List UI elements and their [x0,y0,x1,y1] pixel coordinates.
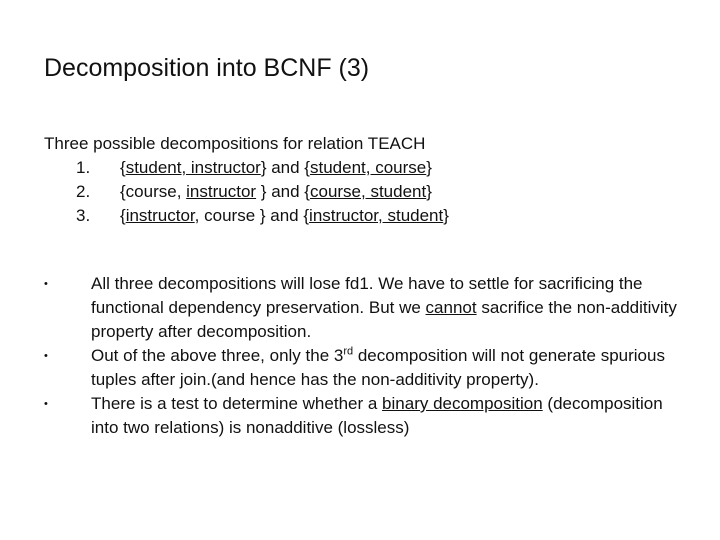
bullet-item-3 [0,392,720,440]
item-number: 3. [76,206,91,225]
bullet-list [0,272,720,440]
intro-text: Three possible decompositions for relation TEACH [44,134,426,153]
item-text: {instructor, course } and {instructor, student} [120,206,449,225]
decomposition-item-2 [0,180,720,204]
bullet-icon: • [44,398,48,410]
item-text: {course, instructor } and {course, student} [120,182,432,201]
bullet-item-1 [0,272,720,344]
bullet-item-2 [0,344,720,392]
decomposition-item-1 [0,156,720,180]
item-number: 1. [76,158,91,177]
item-number: 2. [76,182,91,201]
bullet-text: All three decompositions will lose fd1. We have to settle for sacrificing the functional dependency preservation. But we cannot sacrifice the non-additivity property after decomposition. [91,274,677,341]
bullet-text: There is a test to determine whether a binary decomposition (decomposition into two relations) is nonadditive (lossless) [91,394,663,437]
bullet-icon: • [44,278,48,290]
decomposition-item-3 [0,204,720,228]
slide-title: Decomposition into BCNF (3) [44,54,370,82]
item-text: {student, instructor} and {student, course} [120,158,432,177]
decomposition-list [0,156,720,228]
bullet-text: Out of the above three, only the 3rd decomposition will not generate spurious tuples after join.(and hence has the non-additivity property). [91,345,665,389]
bullet-icon: • [44,350,48,362]
